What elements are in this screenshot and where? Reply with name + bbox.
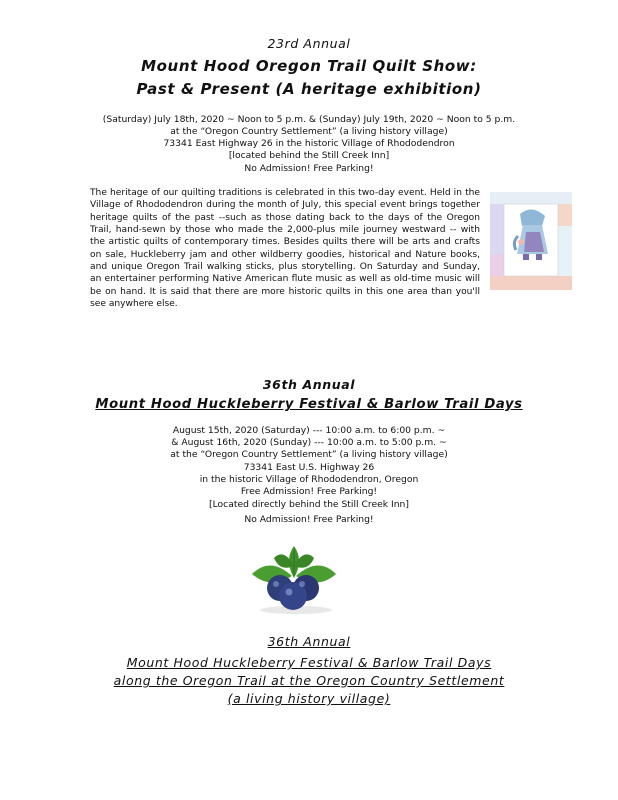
quilt-show-address: 73341 East Highway 26 in the historic Village of Rhododendron: [163, 138, 455, 149]
huckleberry-venue: at the “Oregon Country Settlement” (a living history village): [170, 449, 448, 460]
huckleberry-location-note: [Located directly behind the Still Creek Inn]: [209, 499, 409, 510]
quilt-show-location-note: [located behind the Still Creek Inn]: [228, 150, 390, 161]
footer-subtitle: (a living history village): [227, 691, 391, 706]
quilt-show-dates: (Saturday) July 18th, 2020 ~ Noon to 5 p.m. & (Sunday) July 19th, 2020 ~ Noon to 5 p.m.: [102, 114, 516, 125]
footer-location: along the Oregon Trail at the Oregon Country Settlement: [113, 673, 505, 688]
huckleberry-address: 73341 East U.S. Highway 26: [243, 462, 375, 473]
huckleberry-image: [244, 538, 344, 616]
huckleberry-admission: No Admission! Free Parking!: [244, 514, 374, 525]
footer-kicker: 36th Annual: [267, 634, 351, 649]
quilt-block-image: [490, 192, 572, 290]
quilt-show-title-line1: Mount Hood Oregon Trail Quilt Show:: [141, 57, 477, 75]
huckleberry-title: Mount Hood Huckleberry Festival & Barlow Trail Days: [95, 397, 523, 412]
quilt-show-title-line2: Past & Present (A heritage exhibition): [136, 80, 482, 98]
huckleberry-free-admission: Free Admission! Free Parking!: [240, 486, 378, 497]
huckleberry-date-sunday: & August 16th, 2020 (Sunday) --- 10:00 a.m. to 5:00 p.m. ~: [171, 437, 447, 448]
quilt-show-kicker: 23rd Annual: [267, 36, 351, 51]
quilt-show-description: The heritage of our quilting traditions is celebrated in this two-day event. Held in the Village of Rhododendron during the month of July, this special event brings together heritage quilts of the past --such as those dating back to the days of the Oregon Trail, hand-sewn by those who made the 2,000-plus mile journey westward -- with the artistic quilts of contemporary times. Besides quilts there will be arts and crafts on sale, Huckleberry jam and other wildberry goodies, historical and Nature books, and unique Oregon Trail walking sticks, plus storytelling. On Saturday and Sunday, an entertainer performing Native American flute music as well as old-time music will be on hand. It is said that there are more historic quilts in this one area than you'll see anywhere else.: [90, 188, 480, 310]
huckleberry-village: in the historic Village of Rhododendron, Oregon: [199, 474, 419, 485]
quilt-show-admission: No Admission! Free Parking!: [244, 163, 374, 174]
huckleberry-date-saturday: August 15th, 2020 (Saturday) --- 10:00 a.m. to 6:00 p.m. ~: [172, 425, 446, 436]
huckleberry-kicker: 36th Annual: [262, 377, 356, 392]
quilt-show-venue: at the “Oregon Country Settlement” (a living history village): [170, 126, 448, 137]
footer-festival-title: Mount Hood Huckleberry Festival & Barlow Trail Days: [126, 655, 492, 670]
